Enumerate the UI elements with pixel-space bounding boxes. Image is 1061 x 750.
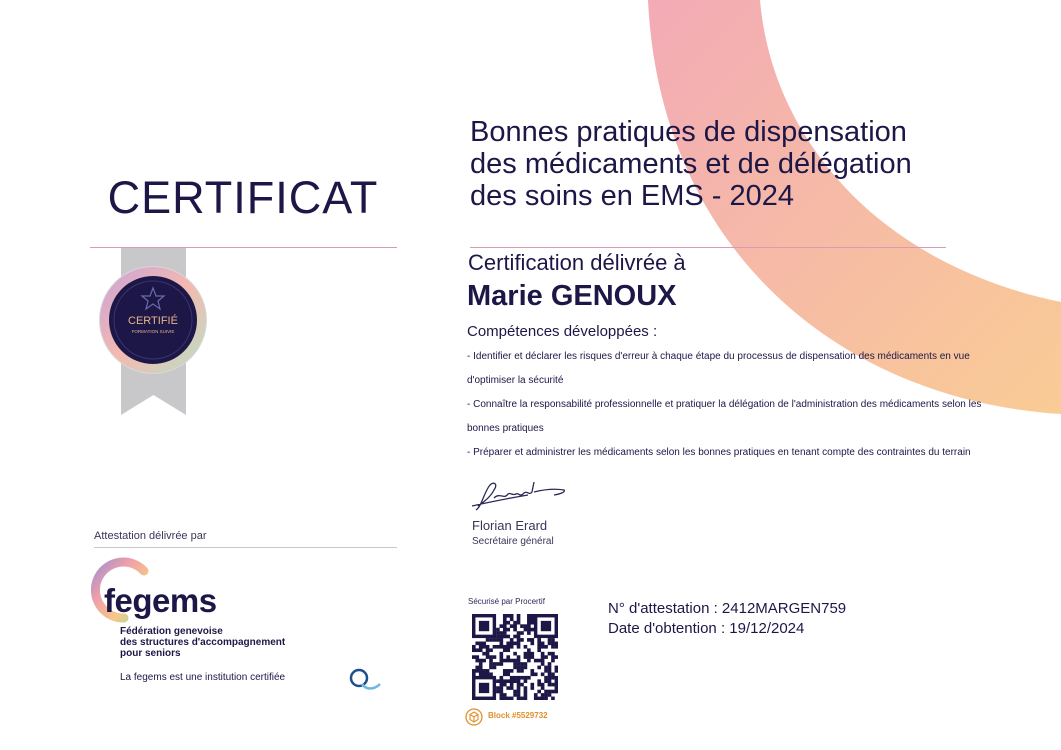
procertif-cube-icon <box>465 708 483 726</box>
issued-by-label: Attestation délivrée par <box>94 530 207 542</box>
course-title: Bonnes pratiques de dispensation des médicaments et de délégation des soins en EMS - 2024 <box>470 116 912 212</box>
attestation-number: N° d'attestation : 2412MARGEN759 <box>608 600 847 617</box>
skill-item: - Préparer et administrer les médicaments selon les bonnes pratiques en tenant compte des contraintes du terrain <box>467 447 971 458</box>
delivered-to-label: Certification délivrée à <box>468 250 686 275</box>
issuer-certification-note: La fegems est une institution certifiée <box>120 672 286 683</box>
signature-image <box>470 480 570 516</box>
skills-heading: Compétences développées : <box>467 323 658 340</box>
block-number: Block #5529732 <box>488 711 548 720</box>
issuer-name: fegems <box>104 582 217 619</box>
skill-item: - Connaître la responsabilité professionnelle et pratiquer la délégation de l'administration des médicaments selon les bonnes pratiques <box>467 399 982 434</box>
eduqua-logo <box>328 666 392 694</box>
signatory-role: Secrétaire général <box>472 536 554 547</box>
right-divider <box>470 247 946 248</box>
skills-list <box>467 345 987 465</box>
svg-text:FORMATION SUIVIE: FORMATION SUIVIE <box>131 329 175 334</box>
svg-text:CERTIFIÉ: CERTIFIÉ <box>128 315 178 327</box>
qr-code-icon[interactable] <box>472 614 558 700</box>
certificate-heading: CERTIFICAT <box>107 172 379 223</box>
secured-by-label: Sécurisé par Procertif <box>468 597 545 606</box>
issuer-divider <box>94 547 397 548</box>
certified-badge-icon <box>98 248 210 418</box>
attestation-date: Date d'obtention : 19/12/2024 <box>608 620 805 637</box>
skill-item: - Identifier et déclarer les risques d'erreur à chaque étape du processus de dispensation des médicaments en vue d'optimiser la sécurité <box>467 351 970 386</box>
signatory-name: Florian Erard <box>472 518 548 533</box>
issuer-subtitle: Fédération genevoise des structures d'accompagnement pour seniors <box>120 626 286 659</box>
recipient-name: Marie GENOUX <box>467 280 677 312</box>
